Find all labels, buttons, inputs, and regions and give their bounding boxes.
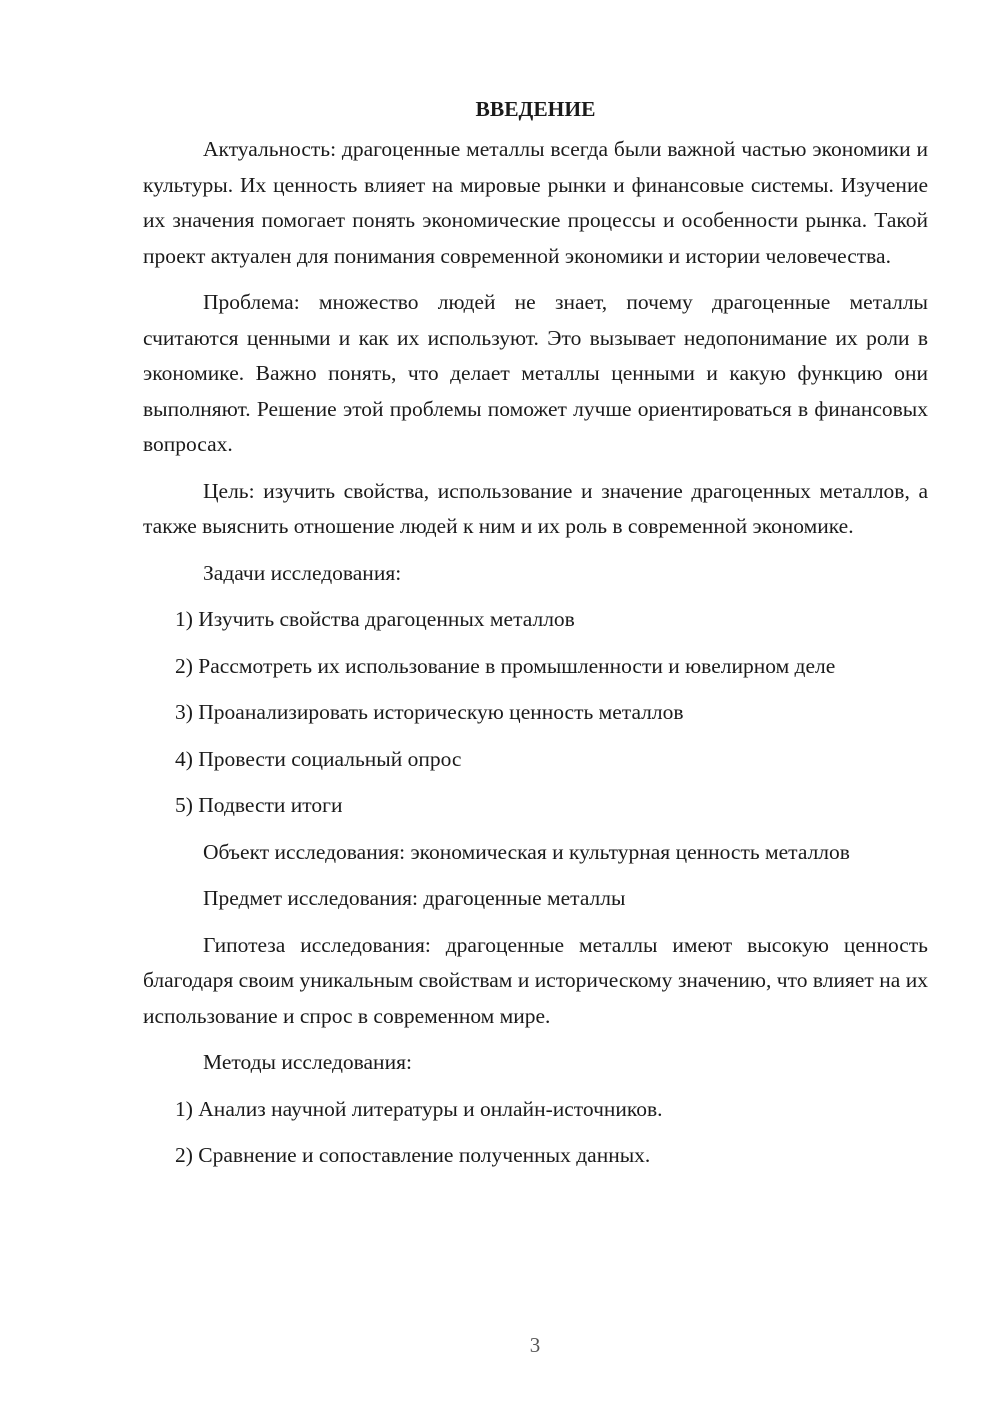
method-item: 2) Сравнение и сопоставление полученных данных. (175, 1143, 651, 1167)
method-item: 1) Анализ научной литературы и онлайн-источников. (175, 1096, 663, 1121)
tasks-title: Задачи исследования: (203, 560, 402, 585)
task-item: 4) Провести социальный опрос (175, 746, 462, 771)
problem-paragraph: Проблема: множество людей не знает, почему драгоценные металлы считаются ценными и как их используют. Это вызывает недопонимание их роли в экономике. Важно понять, что делает металлы ценными и какую функцию они выполняют. Решение этой проблемы поможет лучше ориентироваться в финансовых вопросах. (143, 290, 928, 456)
section-heading: ВВЕДЕНИЕ (475, 97, 596, 121)
task-item: 1) Изучить свойства драгоценных металлов (175, 607, 575, 631)
relevance-paragraph: Актуальность: драгоценные металлы всегда были важной частью экономики и культуры. Их ценность влияет на мировые рынки и финансовые системы. Изучение их значения помогает понять экономические процессы и особенности рынка. Такой проект актуален для понимания современной экономики и истории человечества. (143, 137, 928, 268)
task-item: 2) Рассмотреть их использование в промышленности и ювелирном деле (175, 653, 836, 678)
hypothesis-paragraph: Гипотеза исследования: драгоценные металлы имеют высокую ценность благодаря своим уникальным свойствам и историческому значению, что влияет на их использование и спрос в современном мире. (143, 932, 928, 1028)
task-item: 5) Подвести итоги (175, 793, 343, 817)
object-paragraph: Объект исследования: экономическая и культурная ценность металлов (203, 839, 850, 864)
methods-title: Методы исследования: (203, 1050, 412, 1074)
document-page (143, 92, 928, 1185)
page-number: 3 (529, 1333, 541, 1357)
subject-paragraph: Предмет исследования: драгоценные металлы (203, 886, 626, 910)
task-item: 3) Проанализировать историческую ценность металлов (175, 700, 684, 724)
goal-paragraph: Цель: изучить свойства, использование и значение драгоценных металлов, а также выяснить отношение людей к ним и их роль в современной экономике. (143, 478, 928, 538)
